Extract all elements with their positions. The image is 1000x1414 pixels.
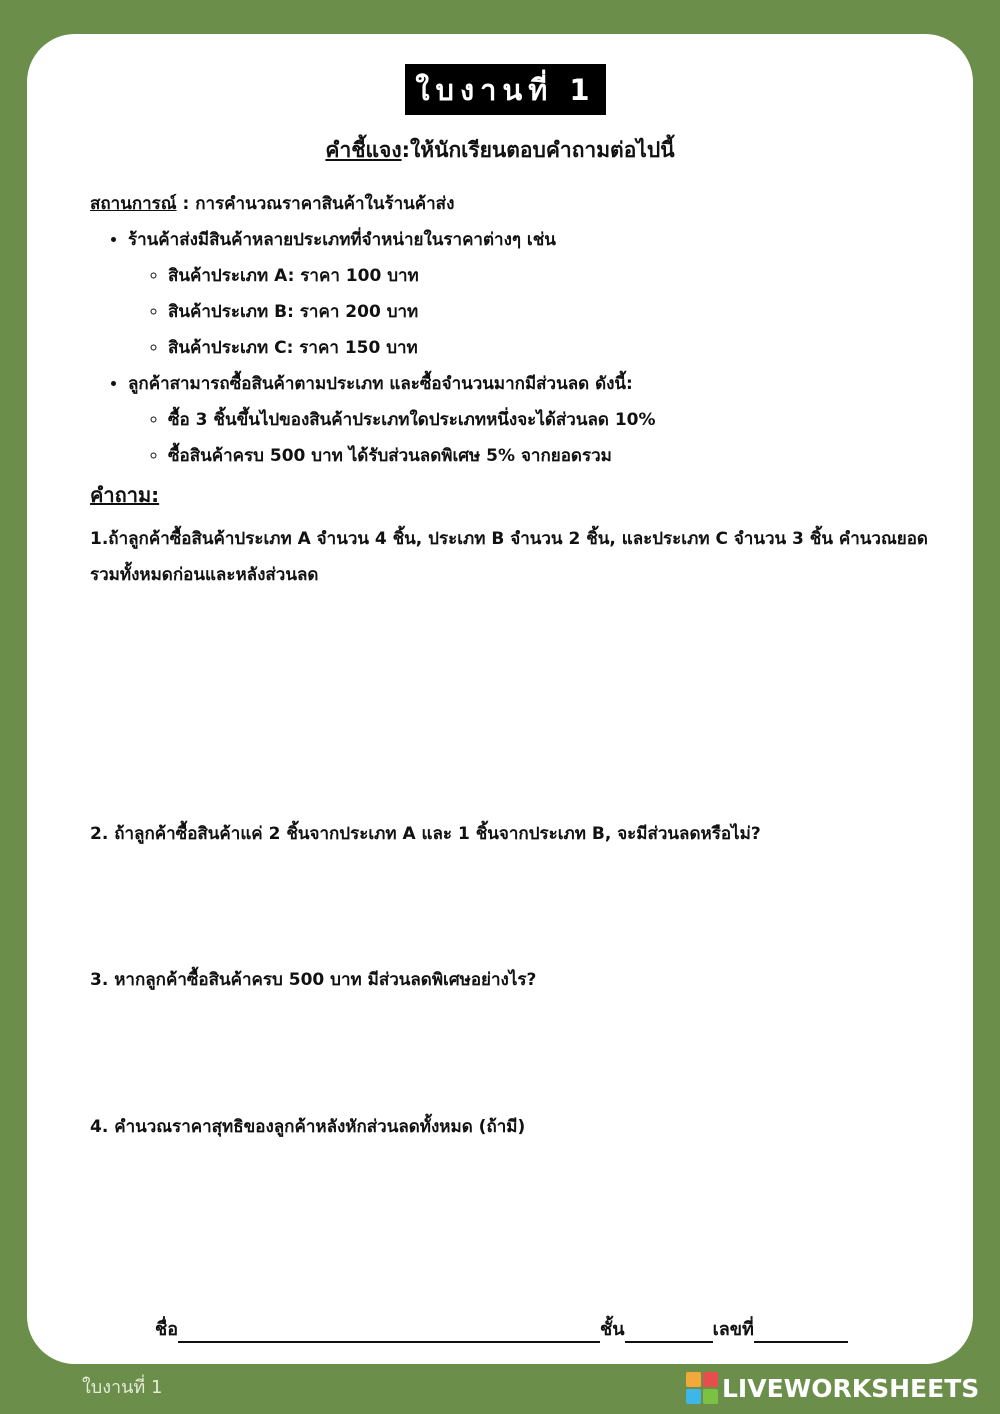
name-blank[interactable] — [178, 1321, 600, 1343]
instruction-text: :ให้นักเรียนตอบคำถามต่อไปนี้ — [401, 138, 675, 162]
instruction-label: คำชี้แจง — [325, 138, 402, 162]
situation-text: : การคำนวณราคาสินค้าในร้านค้าส่ง — [176, 194, 455, 214]
situation-bullets — [90, 227, 930, 469]
question-1: 1.ถ้าลูกค้าซื้อสินค้าประเภท A จำนวน 4 ชิ้น, ประเภท B จำนวน 2 ชิ้น, และประเภท C จำนวน 3 ชิ้น คำนวณยอดรวมทั้งหมดก่อนและหลังส่วนลด — [90, 529, 928, 585]
worksheet-page — [27, 34, 973, 1364]
situation-line — [90, 190, 930, 217]
sub-bullet-item: ◦ สินค้าประเภท C: ราคา 150 บาท — [168, 335, 930, 361]
price-list — [128, 263, 930, 361]
class-label: ชั้น — [600, 1319, 625, 1340]
questions-heading: คำถาม: — [90, 483, 160, 507]
sub-bullet-item: ◦ ซื้อ 3 ชิ้นขึ้นไปของสินค้าประเภทใดประเภทหนึ่งจะได้ส่วนลด 10% — [168, 407, 930, 433]
page-footer-label: ใบงานที่ 1 — [82, 1377, 163, 1398]
discount-list — [128, 407, 930, 469]
logo-squares-icon — [686, 1372, 718, 1404]
logo-text: LIVEWORKSHEETS — [722, 1373, 980, 1403]
bullet-item — [128, 227, 930, 361]
question-4: 4. คำนวณราคาสุทธิของลูกค้าหลังหักส่วนลดทั้งหมด (ถ้ามี) — [90, 1117, 526, 1137]
bullet-item — [128, 371, 930, 469]
class-blank[interactable] — [625, 1321, 713, 1343]
number-blank[interactable] — [754, 1321, 848, 1343]
question-2: 2. ถ้าลูกค้าซื้อสินค้าแค่ 2 ชิ้นจากประเภท A และ 1 ชิ้นจากประเภท B, จะมีส่วนลดหรือไม่? — [90, 824, 761, 844]
worksheet-title: ใบงานที่ 1 — [405, 64, 606, 115]
liveworksheets-logo[interactable] — [686, 1370, 990, 1406]
name-label: ชื่อ — [155, 1319, 179, 1340]
instruction-line — [27, 134, 973, 167]
sub-bullet-item: ◦ ซื้อสินค้าครบ 500 บาท ได้รับส่วนลดพิเศษ 5% จากยอดรวม — [168, 443, 930, 469]
sub-bullet-item: ◦ สินค้าประเภท A: ราคา 100 บาท — [168, 263, 930, 289]
question-3: 3. หากลูกค้าซื้อสินค้าครบ 500 บาท มีส่วนลดพิเศษอย่างไร? — [90, 970, 537, 990]
bullet-text: ลูกค้าสามารถซื้อสินค้าตามประเภท และซื้อจำนวนมากมีส่วนลด ดังนี้: — [128, 374, 633, 394]
situation-label: สถานการณ์ — [90, 194, 177, 214]
worksheet-content — [90, 190, 930, 593]
student-info-line — [155, 1314, 875, 1343]
number-label: เลขที่ — [712, 1319, 754, 1340]
sub-bullet-item: ◦ สินค้าประเภท B: ราคา 200 บาท — [168, 299, 930, 325]
bullet-text: ร้านค้าส่งมีสินค้าหลายประเภทที่จำหน่ายในราคาต่างๆ เช่น — [128, 230, 556, 250]
